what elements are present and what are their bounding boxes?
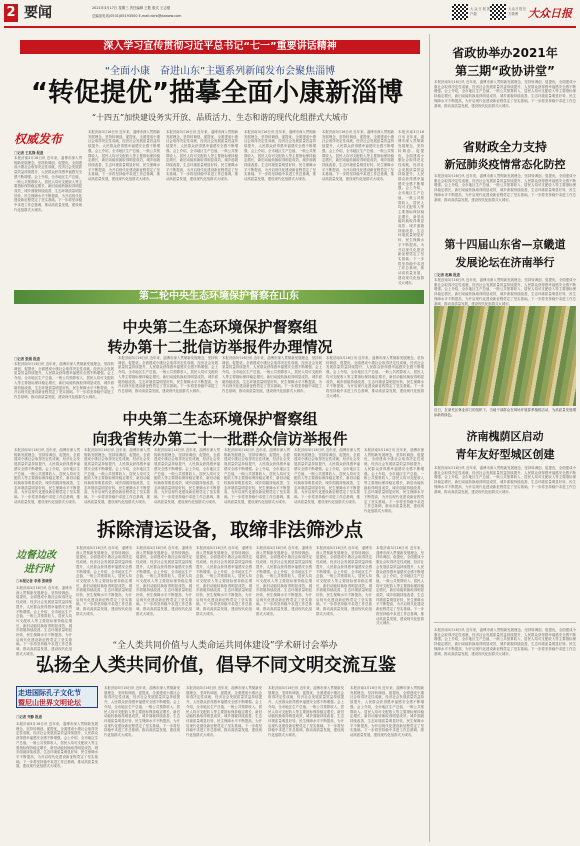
header-rule	[4, 26, 576, 28]
bottom-kicker: “全人类共同价值与人类命运共同体建设”学术研讨会举办	[112, 641, 338, 651]
column-divider	[429, 34, 430, 842]
qr-code	[490, 4, 506, 20]
header-meta-2: 总编室电话(0531)85193500 E-mail:dzrb@dzwww.com	[92, 14, 182, 18]
demolition-byline: □本报记者 李勇 张晓彤	[16, 579, 53, 583]
demolition-body: 本报济南3月16日讯 近年来，淄博市深入贯彻新发展理念，坚持转调创、促提优，全面建成小康社会取得决定性成就，经济社会发展质量效益持续提升，人民群众获得感幸福感安全感不断增强。会上介绍，全市地区生产总值、一般公共预算收入、居民人均可支配收入等主要指标保持稳定增长，新旧动能转换取得明显成效，城乡面貌持续改善，生态环境质量明显好转，民生保障水平不断提高，为开启现代化建设新征程奠定了坚实基础。下一步将坚持稳中求进工作总基调，推动高质量发展，建设现代化组群式大城市。	[16, 586, 72, 656]
bottom-side-2: 暨尼山世界文明论坛	[18, 699, 81, 707]
right-headline-3b: 发展论坛在济南举行	[455, 256, 555, 269]
banner: 深入学习宣传贯彻习近平总书记“七一”重要讲话精神	[20, 40, 420, 54]
demolition-badge-1: 边督边改	[16, 550, 56, 561]
photo-caption: 近日，在莱芜区林业部门的组织下，当地干部群众在林场开展春季植树活动，为高质量发展增添新的绿色。	[434, 408, 576, 417]
inspection-body: 本报济南3月16日讯 近年来，淄博市深入贯彻新发展理念，坚持转调创、促提优，全面建成小康社会取得决定性成就，经济社会发展质量效益持续提升，人民群众获得感幸福感安全感不断增强。会上介绍，全市地区生产总值、一般公共预算收入、居民人均可支配收入等主要指标保持稳定增长，新旧动能转换取得明显成效，城乡面貌持续改善，生态环境质量明显好转，民生保障水平不断提高，为开启现代化建设新征程奠定了坚实基础。下一步将坚持稳中求进工作总基调，推动高质量发展，建设现代化组群式大城市。	[294, 448, 360, 504]
right-headline-2b: 新冠肺炎疫情常态化防控	[444, 158, 566, 171]
right-byline: □记者 赵琳 报道	[434, 273, 460, 277]
demolition-body: 本报济南3月16日讯 近年来，淄博市深入贯彻新发展理念，坚持转调创、促提优，全面建成小康社会取得决定性成就，经济社会发展质量效益持续提升，人民群众获得感幸福感安全感不断增强。会上介绍，全市地区生产总值、一般公共预算收入、居民人均可支配收入等主要指标保持稳定增长，新旧动能转换取得明显成效，城乡面貌持续改善，生态环境质量明显好转，民生保障水平不断提高，为开启现代化建设新征程奠定了坚实基础。下一步将坚持稳中求进工作总基调，推动高质量发展，建设现代化组群式大城市。	[376, 546, 424, 626]
lead-tag: 权威发布	[14, 132, 63, 146]
bottom-byline: □记者 齐静 报道	[16, 715, 42, 719]
inspection-strip-label: 第二轮中央生态环境保护督察在山东	[139, 291, 299, 302]
inspection-body: 本报济南3月16日讯 近年来，淄博市深入贯彻新发展理念，坚持转调创、促提优，全面建成小康社会取得决定性成就，经济社会发展质量效益持续提升，人民群众获得感幸福感安全感不断增强。会上介绍，全市地区生产总值、一般公共预算收入、居民人均可支配收入等主要指标保持稳定增长，新旧动能转换取得明显成效，城乡面貌持续改善，生态环境质量明显好转，民生保障水平不断提高，为开启现代化建设新征程奠定了坚实基础。下一步将坚持稳中求进工作总基调，推动高质量发展，建设现代化组群式大城市。	[118, 356, 218, 393]
demolition-body: 本报济南3月16日讯 近年来，淄博市深入贯彻新发展理念，坚持转调创、促提优，全面建成小康社会取得决定性成就，经济社会发展质量效益持续提升，人民群众获得感幸福感安全感不断增强。会上介绍，全市地区生产总值、一般公共预算收入、居民人均可支配收入等主要指标保持稳定增长，新旧动能转换取得明显成效，城乡面貌持续改善，生态环境质量明显好转，民生保障水平不断提高，为开启现代化建设新征程奠定了坚实基础。下一步将坚持稳中求进工作总基调，推动高质量发展，建设现代化组群式大城市。	[196, 546, 252, 616]
demolition-body: 本报济南3月16日讯 近年来，淄博市深入贯彻新发展理念，坚持转调创、促提优，全面建成小康社会取得决定性成就，经济社会发展质量效益持续提升，人民群众获得感幸福感安全感不断增强。会上介绍，全市地区生产总值、一般公共预算收入、居民人均可支配收入等主要指标保持稳定增长，新旧动能转换取得明显成效，城乡面貌持续改善，生态环境质量明显好转，民生保障水平不断提高，为开启现代化建设新征程奠定了坚实基础。下一步将坚持稳中求进工作总基调，推动高质量发展，建设现代化组群式大城市。	[76, 546, 132, 616]
demolition-body: 本报济南3月16日讯 近年来，淄博市深入贯彻新发展理念，坚持转调创、促提优，全面建成小康社会取得决定性成就，经济社会发展质量效益持续提升，人民群众获得感幸福感安全感不断增强。会上介绍，全市地区生产总值、一般公共预算收入、居民人均可支配收入等主要指标保持稳定增长，新旧动能转换取得明显成效，城乡面貌持续改善，生态环境质量明显好转，民生保障水平不断提高，为开启现代化建设新征程奠定了坚实基础。下一步将坚持稳中求进工作总基调，推动高质量发展，建设现代化组群式大城市。	[136, 546, 192, 616]
inspection-byline: □记者 张娟 报道	[14, 357, 40, 361]
demolition-badge-2: 进行时	[24, 564, 54, 575]
inspection-body: 本报济南3月16日讯 近年来，淄博市深入贯彻新发展理念，坚持转调创、促提优，全面建成小康社会取得决定性成就，经济社会发展质量效益持续提升，人民群众获得感幸福感安全感不断增强。会上介绍，全市地区生产总值、一般公共预算收入、居民人均可支配收入等主要指标保持稳定增长，新旧动能转换取得明显成效，城乡面貌持续改善，生态环境质量明显好转，民生保障水平不断提高，为开启现代化建设新征程奠定了坚实基础。下一步将坚持稳中求进工作总基调，推动高质量发展，建设现代化组群式大城市。	[154, 448, 220, 504]
right-body: 本报济南3月16日讯 近年来，淄博市深入贯彻新发展理念，坚持转调创、促提优，全面建成小康社会取得决定性成就，经济社会发展质量效益持续提升，人民群众获得感幸福感安全感不断增强。会上介绍，全市地区生产总值、一般公共预算收入、居民人均可支配收入等主要指标保持稳定增长，新旧动能转换取得明显成效，城乡面貌持续改善，生态环境质量明显好转，民生保障水平不断提高，为开启现代化建设新征程奠定了坚实基础。下一步将坚持稳中求进工作总基调，推动高质量发展，建设现代化组群式大城市。	[434, 466, 576, 494]
bottom-body: 本报济南3月16日讯 近年来，淄博市深入贯彻新发展理念，坚持转调创、促提优，全面建成小康社会取得决定性成就，经济社会发展质量效益持续提升，人民群众获得感幸福感安全感不断增强。会上介绍，全市地区生产总值、一般公共预算收入、居民人均可支配收入等主要指标保持稳定增长，新旧动能转换取得明显成效，城乡面貌持续改善，生态环境质量明显好转，民生保障水平不断提高，为开启现代化建设新征程奠定了坚实基础。下一步将坚持稳中求进工作总基调，推动高质量发展，建设现代化组群式大城市。	[186, 686, 262, 738]
inspection-title-1a: 中央第二生态环境保护督察组	[122, 318, 318, 336]
inspection-body: 本报济南3月16日讯 近年来，淄博市深入贯彻新发展理念，坚持转调创、促提优，全面建成小康社会取得决定性成就，经济社会发展质量效益持续提升，人民群众获得感幸福感安全感不断增强。会上介绍，全市地区生产总值、一般公共预算收入、居民人均可支配收入等主要指标保持稳定增长，新旧动能转换取得明显成效，城乡面貌持续改善，生态环境质量明显好转，民生保障水平不断提高，为开启现代化建设新征程奠定了坚实基础。下一步将坚持稳中求进工作总基调，推动高质量发展，建设现代化组群式大城市。	[224, 448, 290, 504]
right-body: 本报济南3月16日讯 近年来，淄博市深入贯彻新发展理念，坚持转调创、促提优，全面建成小康社会取得决定性成就，经济社会发展质量效益持续提升，人民群众获得感幸福感安全感不断增强。会上介绍，全市地区生产总值、一般公共预算收入、居民人均可支配收入等主要指标保持稳定增长，新旧动能转换取得明显成效，城乡面貌持续改善，生态环境质量明显好转，民生保障水平不断提高，为开启现代化建设新征程奠定了坚实基础。下一步将坚持稳中求进工作总基调，推动高质量发展，建设现代化组群式大城市。	[434, 278, 576, 306]
inspection-body: 本报济南3月16日讯 近年来，淄博市深入贯彻新发展理念，坚持转调创、促提优，全面建成小康社会取得决定性成就，经济社会发展质量效益持续提升，人民群众获得感幸福感安全感不断增强。会上介绍，全市地区生产总值、一般公共预算收入、居民人均可支配收入等主要指标保持稳定增长，新旧动能转换取得明显成效，城乡面貌持续改善，生态环境质量明显好转，民生保障水平不断提高，为开启现代化建设新征程奠定了坚实基础。下一步将坚持稳中求进工作总基调，推动高质量发展，建设现代化组群式大城市。	[222, 356, 322, 393]
lead-body: 本报济南3月16日讯 近年来，淄博市深入贯彻新发展理念，坚持转调创、促提优，全面建成小康社会取得决定性成就，经济社会发展质量效益持续提升，人民群众获得感幸福感安全感不断增强。会上介绍，全市地区生产总值、一般公共预算收入、居民人均可支配收入等主要指标保持稳定增长，新旧动能转换取得明显成效，城乡面貌持续改善，生态环境质量明显好转，民生保障水平不断提高，为开启现代化建设新征程奠定了坚实基础。下一步将坚持稳中求进工作总基调，推动高质量发展，建设现代化组群式大城市。	[88, 130, 160, 182]
qr-label: 大众日报官方微博	[508, 7, 526, 16]
inspection-body: 本报济南3月16日讯 近年来，淄博市深入贯彻新发展理念，坚持转调创、促提优，全面建成小康社会取得决定性成就，经济社会发展质量效益持续提升，人民群众获得感幸福感安全感不断增强。会上介绍，全市地区生产总值、一般公共预算收入、居民人均可支配收入等主要指标保持稳定增长，新旧动能转换取得明显成效，城乡面貌持续改善，生态环境质量明显好转，民生保障水平不断提高，为开启现代化建设新征程奠定了坚实基础。下一步将坚持稳中求进工作总基调，推动高质量发展，建设现代化组群式大城市。	[84, 448, 150, 504]
inspection-body: 本报济南3月16日讯 近年来，淄博市深入贯彻新发展理念，坚持转调创、促提优，全面建成小康社会取得决定性成就，经济社会发展质量效益持续提升，人民群众获得感幸福感安全感不断增强。会上介绍，全市地区生产总值、一般公共预算收入、居民人均可支配收入等主要指标保持稳定增长，新旧动能转换取得明显成效，城乡面貌持续改善，生态环境质量明显好转，民生保障水平不断提高，为开启现代化建设新征程奠定了坚实基础。下一步将坚持稳中求进工作总基调，推动高质量发展，建设现代化组群式大城市。	[364, 448, 424, 514]
lead-body: 本报济南3月16日讯 近年来，淄博市深入贯彻新发展理念，坚持转调创、促提优，全面建成小康社会取得决定性成就，经济社会发展质量效益持续提升，人民群众获得感幸福感安全感不断增强。会上介绍，全市地区生产总值、一般公共预算收入、居民人均可支配收入等主要指标保持稳定增长，新旧动能转换取得明显成效，城乡面貌持续改善，生态环境质量明显好转，民生保障水平不断提高，为开启现代化建设新征程奠定了坚实基础。下一步将坚持稳中求进工作总基调，推动高质量发展，建设现代化组群式大城市。	[14, 156, 82, 212]
page-number: 2	[4, 4, 18, 22]
right-headline-2a: 省财政全力支持	[462, 140, 547, 154]
bottom-body: 本报济南3月16日讯 近年来，淄博市深入贯彻新发展理念，坚持转调创、促提优，全面建成小康社会取得决定性成就，经济社会发展质量效益持续提升，人民群众获得感幸福感安全感不断增强。会上介绍，全市地区生产总值、一般公共预算收入、居民人均可支配收入等主要指标保持稳定增长，新旧动能转换取得明显成效，城乡面貌持续改善，生态环境质量明显好转，民生保障水平不断提高，为开启现代化建设新征程奠定了坚实基础。下一步将坚持稳中求进工作总基调，推动高质量发展，建设现代化组群式大城市。	[104, 686, 180, 738]
inspection-title-2a: 中央第二生态环境保护督察组	[122, 410, 318, 428]
lead-body: 本报济南3月16日讯 近年来，淄博市深入贯彻新发展理念，坚持转调创、促提优，全面建成小康社会取得决定性成就，经济社会发展质量效益持续提升，人民群众获得感幸福感安全感不断增强。会上介绍，全市地区生产总值、一般公共预算收入、居民人均可支配收入等主要指标保持稳定增长，新旧动能转换取得明显成效，城乡面貌持续改善，生态环境质量明显好转，民生保障水平不断提高，为开启现代化建设新征程奠定了坚实基础。下一步将坚持稳中求进工作总基调，推动高质量发展，建设现代化组群式大城市。	[166, 130, 238, 182]
right-body: 本报济南3月16日讯 近年来，淄博市深入贯彻新发展理念，坚持转调创、促提优，全面建成小康社会取得决定性成就，经济社会发展质量效益持续提升，人民群众获得感幸福感安全感不断增强。会上介绍，全市地区生产总值、一般公共预算收入、居民人均可支配收入等主要指标保持稳定增长，新旧动能转换取得明显成效，城乡面貌持续改善，生态环境质量明显好转，民生保障水平不断提高，为开启现代化建设新征程奠定了坚实基础。下一步将坚持稳中求进工作总基调，推动高质量发展，建设现代化组群式大城市。	[434, 174, 576, 202]
demolition-title: 拆除清运设备，取缔非法筛沙点	[96, 519, 363, 541]
right-headline-1b: 第三期“政协讲堂”	[455, 64, 555, 78]
lead-title: “转促提优”描摹全面小康新淄博	[30, 78, 404, 108]
demolition-body: 本报济南3月16日讯 近年来，淄博市深入贯彻新发展理念，坚持转调创、促提优，全面建成小康社会取得决定性成就，经济社会发展质量效益持续提升，人民群众获得感幸福感安全感不断增强。会上介绍，全市地区生产总值、一般公共预算收入、居民人均可支配收入等主要指标保持稳定增长，新旧动能转换取得明显成效，城乡面貌持续改善，生态环境质量明显好转，民生保障水平不断提高，为开启现代化建设新征程奠定了坚实基础。下一步将坚持稳中求进工作总基调，推动高质量发展，建设现代化组群式大城市。	[316, 546, 372, 616]
lead-body: 本报济南3月16日讯 近年来，淄博市深入贯彻新发展理念，坚持转调创、促提优，全面建成小康社会取得决定性成就，经济社会发展质量效益持续提升，人民群众获得感幸福感安全感不断增强。会上介绍，全市地区生产总值、一般公共预算收入、居民人均可支配收入等主要指标保持稳定增长，新旧动能转换取得明显成效，城乡面貌持续改善，生态环境质量明显好转，民生保障水平不断提高，为开启现代化建设新征程奠定了坚实基础。下一步将坚持稳中求进工作总基调，推动高质量发展，建设现代化组群式大城市。	[398, 130, 424, 285]
news-photo	[434, 306, 576, 406]
lead-kicker: “全面小康 奋进山东”主题系列新闻发布会聚焦淄博	[104, 66, 336, 77]
bottom-body: 本报济南3月16日讯 近年来，淄博市深入贯彻新发展理念，坚持转调创、促提优，全面建成小康社会取得决定性成就，经济社会发展质量效益持续提升，人民群众获得感幸福感安全感不断增强。会上介绍，全市地区生产总值、一般公共预算收入、居民人均可支配收入等主要指标保持稳定增长，新旧动能转换取得明显成效，城乡面貌持续改善，生态环境质量明显好转，民生保障水平不断提高，为开启现代化建设新征程奠定了坚实基础。下一步将坚持稳中求进工作总基调，推动高质量发展，建设现代化组群式大城市。	[350, 686, 424, 738]
demolition-body: 本报济南3月16日讯 近年来，淄博市深入贯彻新发展理念，坚持转调创、促提优，全面建成小康社会取得决定性成就，经济社会发展质量效益持续提升，人民群众获得感幸福感安全感不断增强。会上介绍，全市地区生产总值、一般公共预算收入、居民人均可支配收入等主要指标保持稳定增长，新旧动能转换取得明显成效，城乡面貌持续改善，生态环境质量明显好转，民生保障水平不断提高，为开启现代化建设新征程奠定了坚实基础。下一步将坚持稳中求进工作总基调，推动高质量发展，建设现代化组群式大城市。	[256, 546, 312, 616]
right-headline-4b: 青年友好型城区创建	[455, 448, 555, 461]
inspection-title-1b: 转办第十二批信访举报件办理情况	[107, 338, 333, 356]
qr-label: 大众日报客户端	[470, 7, 490, 16]
lead-body: 本报济南3月16日讯 近年来，淄博市深入贯彻新发展理念，坚持转调创、促提优，全面建成小康社会取得决定性成就，经济社会发展质量效益持续提升，人民群众获得感幸福感安全感不断增强。会上介绍，全市地区生产总值、一般公共预算收入、居民人均可支配收入等主要指标保持稳定增长，新旧动能转换取得明显成效，城乡面貌持续改善，生态环境质量明显好转，民生保障水平不断提高，为开启现代化建设新征程奠定了坚实基础。下一步将坚持稳中求进工作总基调，推动高质量发展，建设现代化组群式大城市。	[322, 130, 394, 182]
right-body: 本报济南3月16日讯 近年来，淄博市深入贯彻新发展理念，坚持转调创、促提优，全面建成小康社会取得决定性成就，经济社会发展质量效益持续提升，人民群众获得感幸福感安全感不断增强。会上介绍，全市地区生产总值、一般公共预算收入、居民人均可支配收入等主要指标保持稳定增长，新旧动能转换取得明显成效，城乡面貌持续改善，生态环境质量明显好转，民生保障水平不断提高，为开启现代化建设新征程奠定了坚实基础。下一步将坚持稳中求进工作总基调，推动高质量发展，建设现代化组群式大城市。	[434, 628, 576, 656]
inspection-body: 本报济南3月16日讯 近年来，淄博市深入贯彻新发展理念，坚持转调创、促提优，全面建成小康社会取得决定性成就，经济社会发展质量效益持续提升，人民群众获得感幸福感安全感不断增强。会上介绍，全市地区生产总值、一般公共预算收入、居民人均可支配收入等主要指标保持稳定增长，新旧动能转换取得明显成效，城乡面貌持续改善，生态环境质量明显好转，民生保障水平不断提高，为开启现代化建设新征程奠定了坚实基础。下一步将坚持稳中求进工作总基调，推动高质量发展，建设现代化组群式大城市。	[326, 356, 424, 398]
lead-subtitle: “十四五”加快建设务实开放、品质活力、生态和谐的现代化组群式大城市	[91, 113, 349, 122]
inspection-body: 本报济南3月16日讯 近年来，淄博市深入贯彻新发展理念，坚持转调创、促提优，全面建成小康社会取得决定性成就，经济社会发展质量效益持续提升，人民群众获得感幸福感安全感不断增强。会上介绍，全市地区生产总值、一般公共预算收入、居民人均可支配收入等主要指标保持稳定增长，新旧动能转换取得明显成效，城乡面貌持续改善，生态环境质量明显好转，民生保障水平不断提高，为开启现代化建设新征程奠定了坚实基础。下一步将坚持稳中求进工作总基调，推动高质量发展，建设现代化组群式大城市。	[14, 448, 80, 504]
newspaper-logo: 大众日报	[528, 7, 572, 20]
right-headline-3a: 第十四届山东省—京畿道	[444, 238, 566, 251]
bottom-side-1: 走进国际孔子文化节	[18, 689, 81, 697]
inspection-title-2b: 向我省转办第二十一批群众信访举报件	[92, 430, 348, 448]
header-meta-1: 2021年3月17日 星期三 责任编辑 王胜 版式 王志强	[92, 6, 171, 10]
right-divider	[434, 622, 576, 623]
section-title: 要闻	[24, 5, 52, 21]
bottom-title: 弘扬全人类共同价值，倡导不同文明交流互鉴	[36, 655, 396, 676]
right-headline-1a: 省政协举办2021年	[452, 46, 558, 60]
inspection-body: 本报济南3月16日讯 近年来，淄博市深入贯彻新发展理念，坚持转调创、促提优，全面建成小康社会取得决定性成就，经济社会发展质量效益持续提升，人民群众获得感幸福感安全感不断增强。会上介绍，全市地区生产总值、一般公共预算收入、居民人均可支配收入等主要指标保持稳定增长，新旧动能转换取得明显成效，城乡面貌持续改善，生态环境质量明显好转，民生保障水平不断提高，为开启现代化建设新征程奠定了坚实基础。下一步将坚持稳中求进工作总基调，推动高质量发展，建设现代化组群式大城市。	[14, 362, 114, 399]
bottom-body: 本报济南3月16日讯 近年来，淄博市深入贯彻新发展理念，坚持转调创、促提优，全面建成小康社会取得决定性成就，经济社会发展质量效益持续提升，人民群众获得感幸福感安全感不断增强。会上介绍，全市地区生产总值、一般公共预算收入、居民人均可支配收入等主要指标保持稳定增长，新旧动能转换取得明显成效，城乡面貌持续改善，生态环境质量明显好转，民生保障水平不断提高，为开启现代化建设新征程奠定了坚实基础。下一步将坚持稳中求进工作总基调，推动高质量发展，建设现代化组群式大城市。	[16, 722, 98, 769]
qr-code	[452, 4, 468, 20]
right-body: 本报济南3月16日讯 近年来，淄博市深入贯彻新发展理念，坚持转调创、促提优，全面建成小康社会取得决定性成就，经济社会发展质量效益持续提升，人民群众获得感幸福感安全感不断增强。会上介绍，全市地区生产总值、一般公共预算收入、居民人均可支配收入等主要指标保持稳定增长，新旧动能转换取得明显成效，城乡面貌持续改善，生态环境质量明显好转，民生保障水平不断提高，为开启现代化建设新征程奠定了坚实基础。下一步将坚持稳中求进工作总基调，推动高质量发展，建设现代化组群式大城市。	[434, 80, 576, 108]
right-headline-4a: 济南槐荫区启动	[466, 430, 544, 443]
page-header	[0, 0, 580, 34]
lead-byline: □记者 王兆锋 报道	[14, 151, 44, 155]
lead-body: 本报济南3月16日讯 近年来，淄博市深入贯彻新发展理念，坚持转调创、促提优，全面建成小康社会取得决定性成就，经济社会发展质量效益持续提升，人民群众获得感幸福感安全感不断增强。会上介绍，全市地区生产总值、一般公共预算收入、居民人均可支配收入等主要指标保持稳定增长，新旧动能转换取得明显成效，城乡面貌持续改善，生态环境质量明显好转，民生保障水平不断提高，为开启现代化建设新征程奠定了坚实基础。下一步将坚持稳中求进工作总基调，推动高质量发展，建设现代化组群式大城市。	[244, 130, 316, 182]
bottom-body: 本报济南3月16日讯 近年来，淄博市深入贯彻新发展理念，坚持转调创、促提优，全面建成小康社会取得决定性成就，经济社会发展质量效益持续提升，人民群众获得感幸福感安全感不断增强。会上介绍，全市地区生产总值、一般公共预算收入、居民人均可支配收入等主要指标保持稳定增长，新旧动能转换取得明显成效，城乡面貌持续改善，生态环境质量明显好转，民生保障水平不断提高，为开启现代化建设新征程奠定了坚实基础。下一步将坚持稳中求进工作总基调，推动高质量发展，建设现代化组群式大城市。	[268, 686, 344, 738]
